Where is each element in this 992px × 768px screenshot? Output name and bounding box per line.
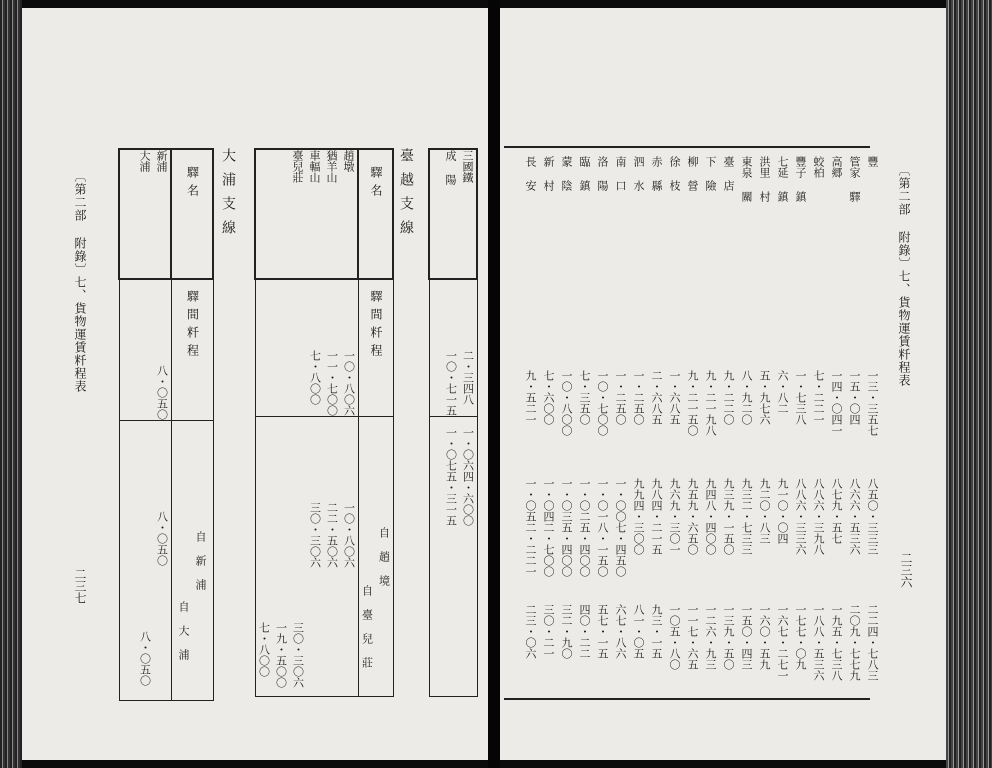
km-between: 七・八〇〇 xyxy=(308,350,322,405)
cum-to: 二三・〇六 xyxy=(524,604,537,659)
station-name: 洛 陽 xyxy=(596,156,609,191)
km-between: 一・二五〇 xyxy=(614,370,627,425)
cum-from: 八七九・五七 xyxy=(830,478,843,544)
cum-from: 三〇・三〇六 xyxy=(308,502,322,568)
page-number-left: 二三七 xyxy=(73,568,87,604)
station-name: 徐 枝 xyxy=(668,156,681,191)
station-name: 洪里 村 xyxy=(758,156,771,202)
cum-from: 九一〇・〇四 xyxy=(776,478,789,544)
cum-from: 二二・五〇六 xyxy=(325,502,339,568)
station-name: 泗 水 xyxy=(632,156,645,191)
cum-from: 九八四・二一五 xyxy=(650,478,663,555)
km-between: 一〇・八〇六 xyxy=(342,350,356,416)
station-name: 高郷 xyxy=(830,156,843,178)
km-between: 一〇・七〇〇 xyxy=(596,370,609,436)
cum-to: 三二・九〇 xyxy=(560,604,573,659)
from-label: 自 趙 境 xyxy=(377,527,391,586)
km-between: 一・二五〇 xyxy=(632,370,645,425)
station-name: 七延 鎮 xyxy=(776,156,789,202)
cum-from: 一・〇二五・四〇〇 xyxy=(578,478,591,577)
station-name: 下 險 xyxy=(704,156,717,191)
cum-to: 八・〇五〇 xyxy=(138,631,152,686)
cum-to: 一〇五・八〇 xyxy=(668,604,681,670)
running-head-left: 〔第二部 附錄〕七、貨物運賃粁程表 xyxy=(73,170,87,393)
cum-to: 一九・五〇〇 xyxy=(274,622,288,688)
km-between: 五・九七六 xyxy=(758,370,771,425)
station-name: 柳 營 xyxy=(686,156,699,191)
station-name: 管家 驛 xyxy=(848,156,861,202)
km-between: 九・二一五〇 xyxy=(686,370,699,436)
cum-to: 三〇・二一 xyxy=(542,604,555,659)
book-edge-left xyxy=(0,0,22,768)
km-between: 一五・〇四 xyxy=(848,370,861,425)
cum-from: 一・〇七五・三一五 xyxy=(444,427,458,526)
cum-to: 三〇・三〇六 xyxy=(291,622,305,688)
cum-from: 一・〇一八・一五〇 xyxy=(596,478,609,577)
km-between: 八・九二〇 xyxy=(740,370,753,425)
bottom-rule xyxy=(504,698,870,700)
station-name: 成 陽 xyxy=(444,150,457,185)
section-title-dapu: 大浦支線 xyxy=(220,148,236,244)
cum-from: 一〇・八〇六 xyxy=(342,502,356,568)
cum-from: 九二〇・八三 xyxy=(758,478,771,544)
station-name: 臨 鎮 xyxy=(578,156,591,191)
km-between: 一〇・七一五 xyxy=(444,350,458,416)
cum-to: 二二四・七八三 xyxy=(866,604,879,681)
km-between: 九・二一九八 xyxy=(704,370,717,436)
cum-from: 八六六・五三六 xyxy=(848,478,861,555)
top-rule xyxy=(504,146,870,148)
station-name: 三國鐵 xyxy=(461,150,474,183)
cum-to: 一三九・五〇 xyxy=(722,604,735,670)
book-edge-right xyxy=(946,0,992,768)
book-gutter xyxy=(488,0,500,768)
km-between: 七・三五〇 xyxy=(578,370,591,425)
column-header-between: 驛間粁程 xyxy=(185,290,200,362)
km-between: 一四・〇四一 xyxy=(830,370,843,436)
cum-from: 八五〇・三三三 xyxy=(866,478,879,555)
station-name: 新浦 xyxy=(155,150,168,172)
km-between: 二・六八五 xyxy=(650,370,663,425)
cum-from: 一・〇〇七・四五〇 xyxy=(614,478,627,577)
table-taierzhuang xyxy=(254,148,394,697)
cum-from: 一・〇四二・七〇〇 xyxy=(542,478,555,577)
cum-from: 九三二・七三三 xyxy=(740,478,753,555)
cum-to: 一六七・二七一 xyxy=(776,604,789,681)
cum-from: 一・〇三五・四〇〇 xyxy=(560,478,573,577)
station-name: 臺兒莊 xyxy=(291,150,304,183)
station-name: 猶羊山 xyxy=(325,150,338,183)
cum-from: 九五九・六五〇 xyxy=(686,478,699,555)
section-title-taierzhuang: 臺越支線 xyxy=(398,148,414,244)
cum-to: 一一七・六五 xyxy=(686,604,699,670)
to-label: 自 臺 兒 莊 xyxy=(360,585,374,668)
column-header-station: 驛名 xyxy=(369,166,383,202)
station-name: 豐 xyxy=(866,156,879,167)
km-between: 一三・三五七 xyxy=(866,370,879,436)
cum-to: 六七・八六 xyxy=(614,604,627,659)
cum-to: 一六〇・五九 xyxy=(758,604,771,670)
station-name: 南 口 xyxy=(614,156,627,191)
running-head-right: 〔第二部 附錄〕七、貨物運賃粁程表 xyxy=(897,164,911,387)
station-name: 蛟柏 xyxy=(812,156,825,178)
cum-to: 一七七・〇九 xyxy=(794,604,807,670)
table-sanguo xyxy=(428,148,478,697)
station-name: 車輻山 xyxy=(308,150,321,183)
page-number-right: 二三六 xyxy=(899,552,913,588)
cum-from: 九六九・三〇一 xyxy=(668,478,681,555)
station-name: 長 安 xyxy=(524,156,537,191)
to-label: 自 大 浦 xyxy=(177,601,190,660)
station-name: 豐子 鎮 xyxy=(794,156,807,202)
cum-to: 七・八〇〇 xyxy=(257,622,271,677)
cum-from: 九九四・三〇〇 xyxy=(632,478,645,555)
left-page xyxy=(22,8,488,760)
km-between: 七・六〇〇 xyxy=(542,370,555,425)
cum-to: 九三・一五 xyxy=(650,604,663,659)
km-between: 九・二二〇 xyxy=(722,370,735,425)
cum-from: 九三九・一五〇 xyxy=(722,478,735,555)
cum-from: 八八六・三三六 xyxy=(794,478,807,555)
cum-from: 八八六・三九八 xyxy=(812,478,825,555)
km-between: 八・〇五〇 xyxy=(155,365,169,420)
from-label: 自 新 浦 xyxy=(194,531,207,590)
km-between: 一・七三八 xyxy=(794,370,807,425)
cum-to: 二〇九・七七九 xyxy=(848,604,861,681)
km-between: 二・三四八 xyxy=(461,350,475,405)
km-between: 一一・七〇〇 xyxy=(325,350,339,416)
cum-to: 五七・一五 xyxy=(596,604,609,659)
cum-from: 九四八・四〇〇 xyxy=(704,478,717,555)
station-name: 大浦 xyxy=(138,150,151,172)
cum-to: 一二六・九三 xyxy=(704,604,717,670)
km-between: 一〇・八〇〇 xyxy=(560,370,573,436)
station-name: 蒙 陰 xyxy=(560,156,573,191)
station-name: 臺 店 xyxy=(722,156,735,191)
km-between: 一・六八五 xyxy=(668,370,681,425)
km-between: 九・五二一 xyxy=(524,370,537,425)
station-name: 新 村 xyxy=(542,156,555,191)
station-name: 赤 縣 xyxy=(650,156,663,191)
cum-to: 一八八・五三六 xyxy=(812,604,825,681)
cum-from: 一・〇六四・六〇〇 xyxy=(461,427,475,526)
cum-from: 一・〇五二・二二一 xyxy=(524,478,537,577)
right-page xyxy=(500,8,946,760)
km-between: 六・八二 xyxy=(776,370,789,414)
station-name: 趙墩 xyxy=(342,150,355,172)
cum-to: 一五〇・四三 xyxy=(740,604,753,670)
station-name: 東泉 關 xyxy=(740,156,753,202)
km-between: 七・二二一 xyxy=(812,370,825,425)
column-header-between: 驛間粁程 xyxy=(369,290,383,362)
cum-to: 四〇・二二 xyxy=(578,604,591,659)
column-header-station: 驛名 xyxy=(185,166,200,202)
table-dapu xyxy=(118,148,214,701)
cum-to: 一九五・七三八 xyxy=(830,604,843,681)
cum-to: 八一・〇五 xyxy=(632,604,645,659)
cum-from: 八・〇五〇 xyxy=(155,511,169,566)
